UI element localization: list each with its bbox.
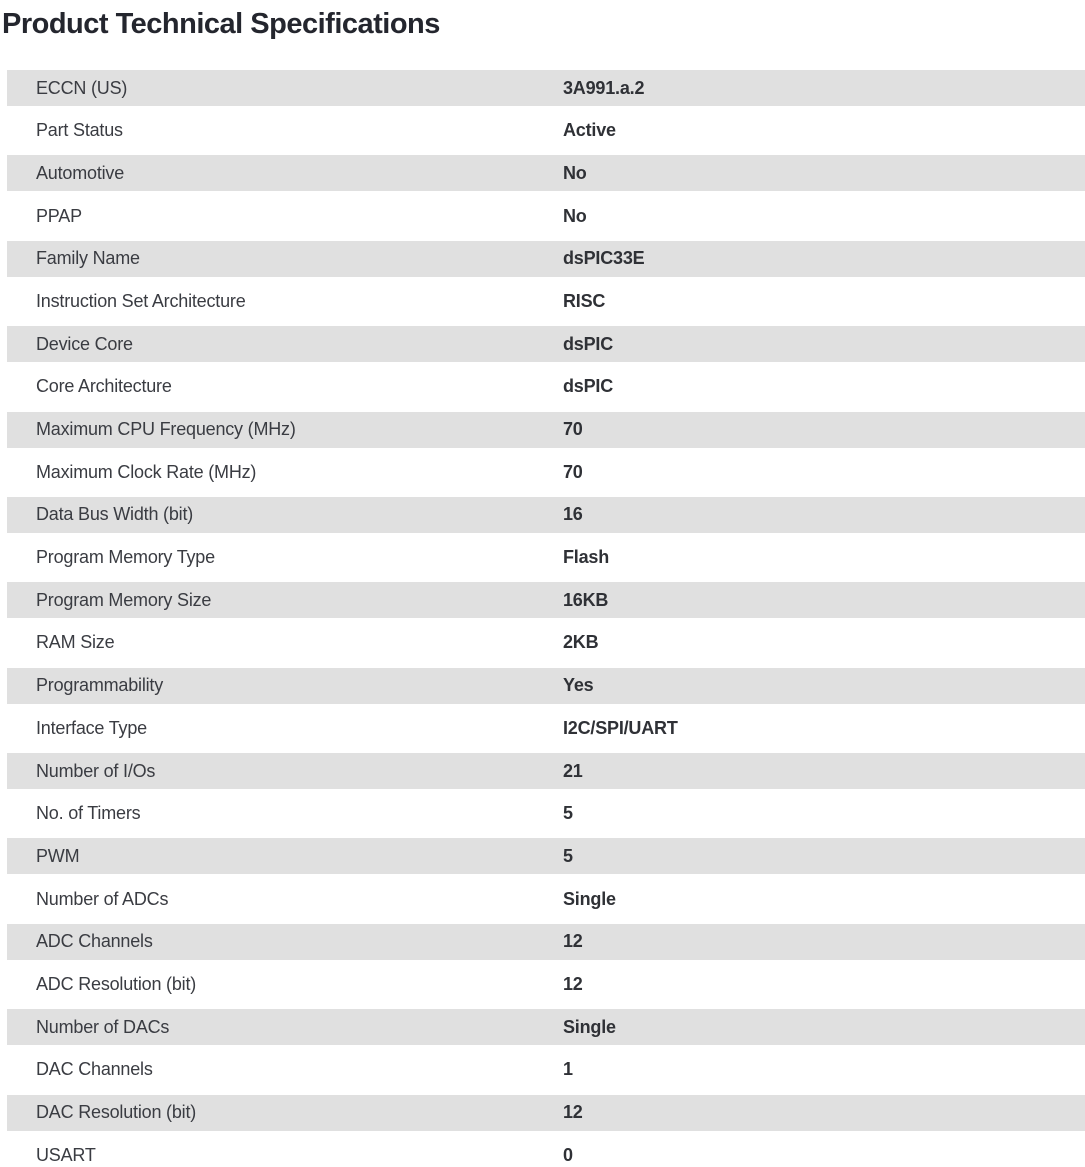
spec-label: Program Memory Size xyxy=(36,589,212,610)
spec-label: Instruction Set Architecture xyxy=(36,290,246,311)
spec-label: DAC Channels xyxy=(36,1059,153,1080)
page-title: Product Technical Specifications xyxy=(2,8,440,40)
spec-value: 3A991.a.2 xyxy=(563,77,645,98)
table-row xyxy=(7,1052,1085,1088)
table-row xyxy=(7,582,1085,618)
spec-value: 5 xyxy=(563,845,573,866)
spec-label: Number of ADCs xyxy=(36,888,169,909)
spec-label: Programmability xyxy=(36,675,164,696)
spec-value: dsPIC xyxy=(563,333,614,354)
spec-value: 5 xyxy=(563,803,573,824)
spec-label: RAM Size xyxy=(36,632,115,653)
spec-value: dsPIC xyxy=(563,376,614,397)
table-row xyxy=(7,924,1085,960)
spec-label: Maximum CPU Frequency (MHz) xyxy=(36,419,296,439)
page-header xyxy=(2,6,1085,42)
spec-label: Automotive xyxy=(36,162,125,183)
table-row xyxy=(7,155,1085,191)
spec-label: Device Core xyxy=(36,333,133,354)
specs-table xyxy=(7,70,1085,1167)
spec-value: 70 xyxy=(563,419,583,439)
spec-value: RISC xyxy=(563,290,606,311)
table-row xyxy=(7,454,1085,490)
table-row xyxy=(7,412,1085,448)
table-row xyxy=(7,668,1085,704)
table-row xyxy=(7,369,1085,405)
spec-label: ECCN (US) xyxy=(36,77,128,98)
table-row xyxy=(7,283,1085,319)
spec-label: Number of DACs xyxy=(36,1016,170,1037)
spec-label: DAC Resolution (bit) xyxy=(36,1102,197,1122)
spec-value: 0 xyxy=(563,1144,573,1165)
table-row xyxy=(7,326,1085,362)
table-row xyxy=(7,497,1085,533)
spec-value: 2KB xyxy=(563,632,599,653)
spec-value: Flash xyxy=(563,547,610,568)
spec-value: 21 xyxy=(563,760,583,781)
spec-value: 12 xyxy=(563,973,583,994)
spec-value: 1 xyxy=(563,1059,573,1080)
spec-value: I2C/SPI/UART xyxy=(563,717,678,738)
spec-label: Family Name xyxy=(36,248,140,269)
table-row xyxy=(7,625,1085,661)
spec-value: Single xyxy=(563,888,616,909)
spec-value: Yes xyxy=(563,675,594,696)
table-row xyxy=(7,881,1085,917)
table-row xyxy=(7,198,1085,234)
spec-label: Number of I/Os xyxy=(36,760,156,781)
spec-value: 12 xyxy=(563,931,583,952)
spec-label: Interface Type xyxy=(36,717,147,738)
spec-value: Single xyxy=(563,1016,616,1037)
table-row xyxy=(7,966,1085,1002)
table-row xyxy=(7,540,1085,576)
spec-value: 70 xyxy=(563,461,583,482)
spec-label: Maximum Clock Rate (MHz) xyxy=(36,461,257,482)
spec-label: ADC Channels xyxy=(36,931,153,952)
spec-value: Active xyxy=(563,120,616,141)
spec-label: Program Memory Type xyxy=(36,547,215,568)
spec-value: 16KB xyxy=(563,589,609,610)
table-row xyxy=(7,753,1085,789)
spec-label: PPAP xyxy=(36,205,82,226)
table-row xyxy=(7,838,1085,874)
spec-label: USART xyxy=(36,1144,96,1165)
spec-label: Data Bus Width (bit) xyxy=(36,504,194,525)
spec-label: Part Status xyxy=(36,120,123,141)
spec-value: 12 xyxy=(563,1102,583,1122)
table-row xyxy=(7,1009,1085,1045)
table-row xyxy=(7,113,1085,149)
table-row xyxy=(7,710,1085,746)
spec-value: dsPIC33E xyxy=(563,248,645,269)
spec-label: PWM xyxy=(36,845,80,866)
table-row xyxy=(7,241,1085,277)
spec-label: No. of Timers xyxy=(36,803,141,824)
table-row xyxy=(7,796,1085,832)
spec-value: No xyxy=(563,205,587,226)
spec-value: 16 xyxy=(563,504,583,525)
table-row xyxy=(7,70,1085,106)
table-row xyxy=(7,1137,1085,1167)
spec-label: ADC Resolution (bit) xyxy=(36,973,197,994)
spec-value: No xyxy=(563,162,587,183)
table-row xyxy=(7,1095,1085,1131)
spec-label: Core Architecture xyxy=(36,376,172,397)
